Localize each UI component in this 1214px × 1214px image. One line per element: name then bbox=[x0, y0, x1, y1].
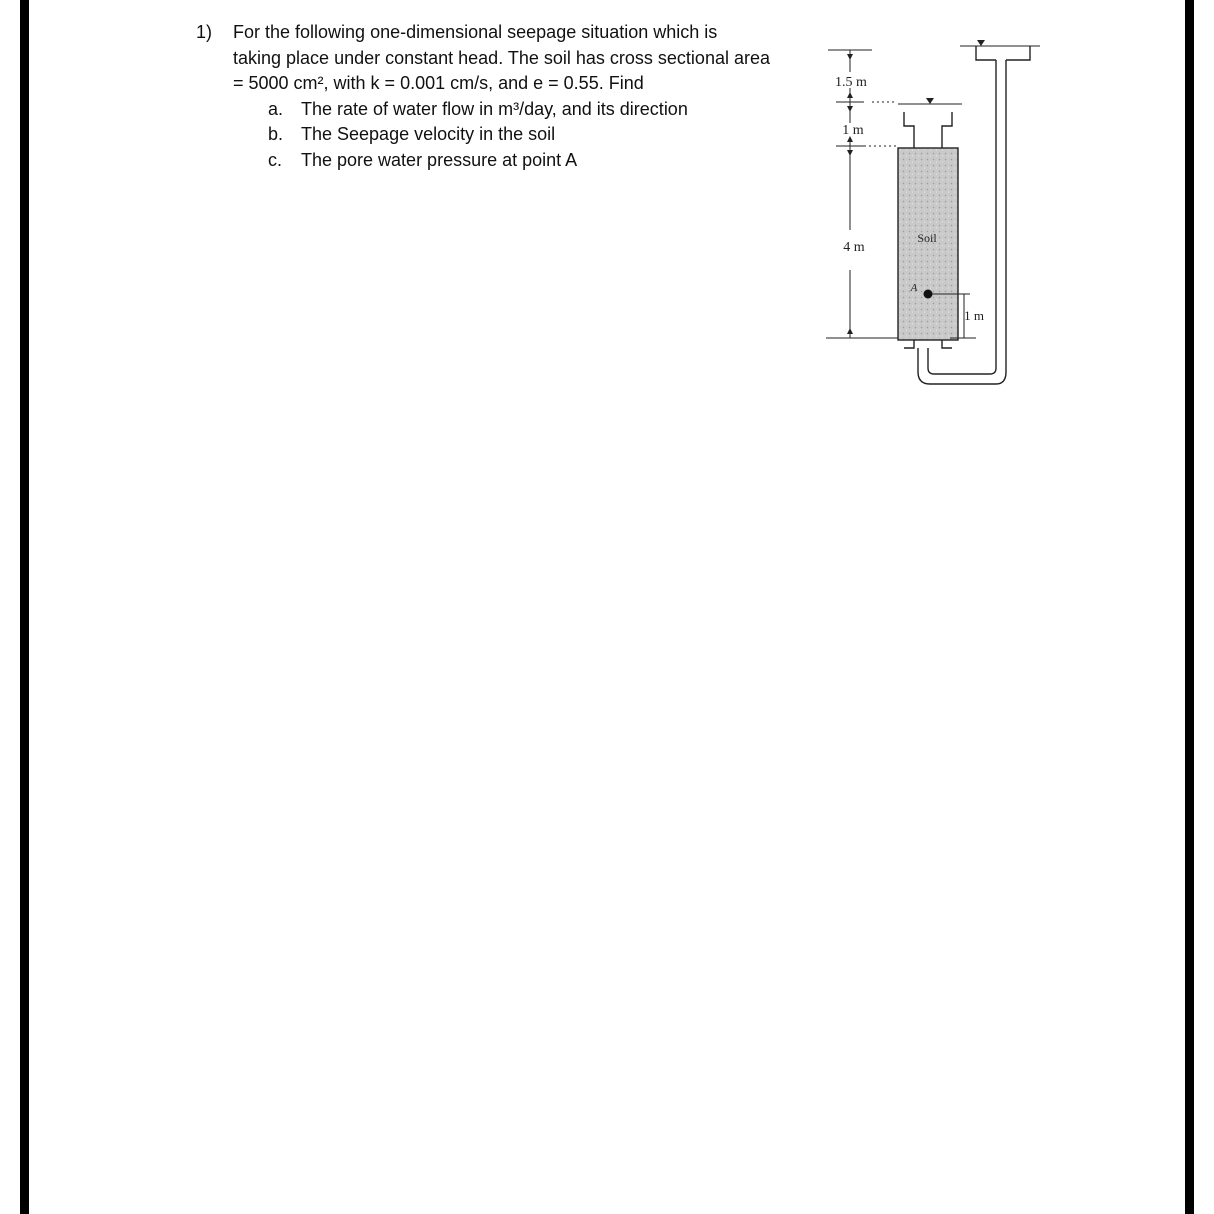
part-marker: a. bbox=[268, 98, 284, 119]
soil-label: Soil bbox=[917, 231, 937, 245]
question-part-b bbox=[268, 122, 806, 148]
question-part-c bbox=[268, 148, 806, 174]
question-part-a bbox=[268, 97, 806, 123]
question-intro-line-3: = 5000 cm², with k = 0.001 cm/s, and e = 0.55. Find bbox=[233, 73, 644, 93]
part-text: The rate of water flow in m³/day, and its direction bbox=[301, 98, 688, 119]
dimension-label-top: 1.5 m bbox=[835, 75, 867, 90]
upper-reservoir bbox=[976, 46, 1030, 368]
question-header bbox=[196, 20, 806, 97]
seepage-diagram bbox=[800, 20, 1060, 400]
question-block bbox=[196, 20, 806, 173]
question-number: 1) bbox=[196, 22, 213, 42]
part-text: The pore water pressure at point A bbox=[301, 149, 578, 170]
part-marker: b. bbox=[268, 124, 284, 144]
bottom-connection bbox=[904, 340, 1006, 384]
point-a-label: A bbox=[910, 282, 918, 294]
question-intro-line-1: For the following one-dimensional seepage situation which is bbox=[233, 22, 718, 42]
left-border bbox=[20, 0, 29, 1214]
question-intro-line-2: taking place under constant head. The soil has cross sectional area bbox=[233, 47, 770, 68]
part-text: The Seepage velocity in the soil bbox=[301, 124, 556, 144]
dimension-label-soil: 4 m bbox=[843, 240, 865, 255]
dimension-label-middle: 1 m bbox=[842, 123, 864, 138]
point-a-marker bbox=[924, 290, 933, 299]
right-border bbox=[1185, 0, 1194, 1214]
column-top-fitting bbox=[904, 112, 952, 148]
question-intro bbox=[233, 20, 806, 97]
part-marker: c. bbox=[268, 149, 283, 170]
dimension-label-point-a: 1 m bbox=[964, 308, 984, 323]
question-parts bbox=[268, 97, 806, 174]
